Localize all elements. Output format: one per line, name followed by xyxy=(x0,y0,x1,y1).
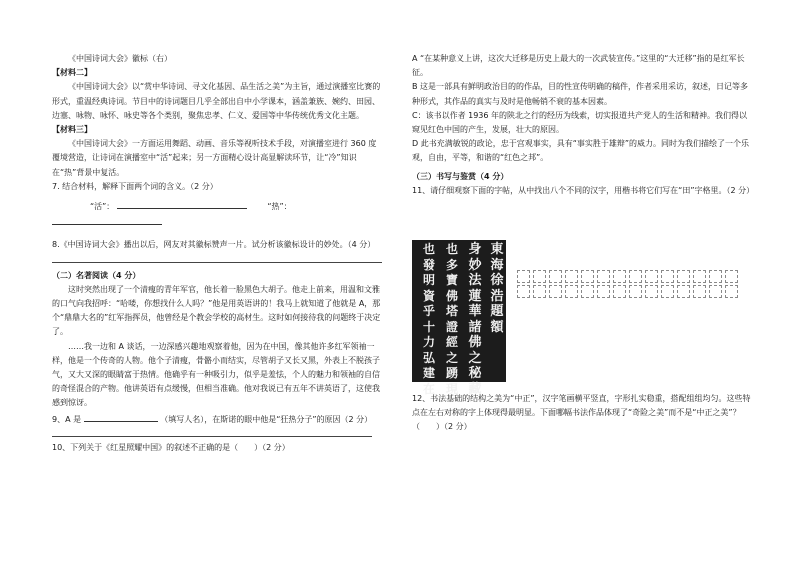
option-a: A “在某种意义上讲，这次大迁移是历史上最大的一次武装宣传。”这里的“大迁移”指的是红军长征。 xyxy=(412,54,745,78)
section2-title: （二）名著阅读（4 分） xyxy=(52,270,141,280)
option-c: C：该书以作者 1936 年的陕北之行的经历为线索，切实报道共产党人的生活和精神。我们得以窥见红色中国的产生，发展，壮大的原因。 xyxy=(412,110,748,135)
q9-prefix: 9、A 是 xyxy=(52,414,82,424)
q7-re-blank[interactable] xyxy=(52,214,162,225)
material2-title: 【材料二】 xyxy=(52,68,92,78)
tian-grid-answer-area[interactable] xyxy=(517,270,747,312)
logo-caption: 《中国诗词大会》徽标（右） xyxy=(68,54,172,63)
q9-answer-line[interactable] xyxy=(52,427,372,437)
passage-paragraph-1: 这时突然出现了一个清瘦的青年军官，他长着一脸黑色大胡子。他走上前来，用温和文雅的口气向我招呼：“哈喽，你想找什么人吗？”他是用英语讲的！我马上就知道了他就是 A，那个“鼎鼎大名的”红军指挥员，他曾经是个教会学校的高材生。这时如何接待我的问题终于决定了。 xyxy=(52,284,381,337)
right-column xyxy=(412,52,755,198)
calligraphy-col-3: 也多寶佛塔證經之踴現 xyxy=(445,242,458,396)
tian-grid-row-2 xyxy=(517,285,747,299)
option-b: B 这是一部具有鲜明政治目的的作品，目的性宣传明确的稿件，作者采用采访，叙述，日记等多种形式，其作品的真实与及时是他畅销不衰的基本因素。 xyxy=(412,82,749,106)
left-column xyxy=(52,52,382,455)
question-8: 8.《中国诗词大会》播出以后，网友对其徽标赞声一片。试分析该徽标设计的妙处。（4 分） xyxy=(52,240,376,250)
calligraphy-col-1: 東海徐浩題額 xyxy=(490,242,504,335)
passage-paragraph-2: ……我一边和 A 谈话，一边深感兴趣地观察着他，因为在中国，像其他许多红军领袖一样，他是一个传奇的人物。他个子清瘦，骨骼小而结实，尽管胡子又长又黑，外表上不脱孩子气，又大又深的眼睛富于热情。他确乎有一种吸引力，似乎是羞怯，个人的魅力和领袖的自信的奇怪混合的产物。他讲英语有点缓慢，但相当准确。他对我说已有五年不讲英语了，这使我感到惊讶。 xyxy=(52,341,380,408)
question-12: 12、书法基础的结构之美为“中正”，汉字笔画横平竖直，字形扎实稳重，搭配组组均匀。这些特点在左右对称的字上体现得最明显。下面哪幅书法作品体现了“奇险之美”而不是“中正之美”？（ ）（2 分） xyxy=(412,394,751,432)
option-d: D 此书充满敏锐的政论，忠于宫观事实，具有“事实胜于雄辩”的威力。同时为我们描绘了一个乐观，自由，平等，和谐的“红色之邦”。 xyxy=(412,139,749,163)
q9-name-blank[interactable] xyxy=(84,411,158,422)
q9-suffix: （填写人名），在斯诺的眼中他是“狂热分子”的原因（2 分） xyxy=(160,414,373,424)
material2-text: 《中国诗词大会》以“赏中华诗词、寻文化基因、品生活之美”为主旨，通过演播室比赛的形式，重温经典诗词。节目中的诗词题目几乎全部出自中小学课本，涵盖兼族、婉约、田园、边塞、咏物、咏怀、咏史等各个类别，聚焦忠孝、仁义、爱国等中华传统优秀文化主题。 xyxy=(52,82,381,120)
calligraphy-col-4: 也發明資乎十力弘建在 xyxy=(422,242,435,396)
q7-huo-blank[interactable] xyxy=(117,198,247,209)
material3-title: 【材料三】 xyxy=(52,125,92,135)
question-11: 11、请仔细观察下面的字帖，从中找出八个不同的汉字，用楷书将它们写在“田”字格里。（2 分） xyxy=(412,185,755,195)
q8-answer-line[interactable] xyxy=(52,253,382,263)
question-9 xyxy=(52,411,382,427)
question-7: 7. 结合材料，解释下面两个词的含义。（2 分） xyxy=(52,181,218,191)
calligraphy-col-2: 身妙法蓮華諸佛之秘藏 xyxy=(468,242,482,397)
question-7-answers xyxy=(52,198,382,230)
q7-re-label: “热”： xyxy=(267,202,292,212)
material3-text: 《中国诗词大会》一方面运用舞蹈、动画、音乐等视听技术手段，对演播室进行 360 度覆境营造，让诗词在演播室中“活”起来；另一方面精心设计高显解读环节，让“冷”知识在“热”背景中复活。 xyxy=(52,139,377,177)
calligraphy-rubbing-image xyxy=(412,240,506,397)
section3-title: （三）书写与鉴赏（4 分） xyxy=(412,171,509,181)
q7-huo-label: “活”： xyxy=(90,202,115,212)
question-12-block xyxy=(412,392,752,435)
tian-grid-row-1 xyxy=(517,270,747,284)
question-10: 10、下列关于《红星照耀中国》的叙述不正确的是（ ）（2 分） xyxy=(52,442,290,452)
